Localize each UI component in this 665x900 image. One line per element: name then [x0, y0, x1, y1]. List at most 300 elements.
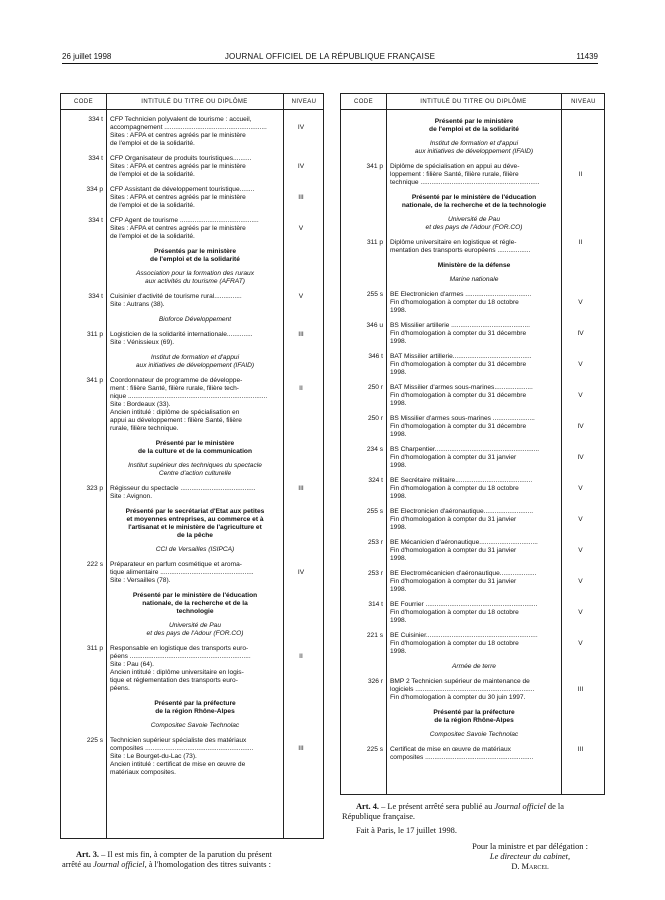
description-line: BE Electronicien d'aéronautique........................... [390, 508, 534, 515]
issue-date: 26 juillet 1998 [62, 52, 112, 61]
title-description [386, 678, 557, 702]
table-row [341, 163, 604, 187]
level-cell [557, 239, 604, 255]
table-row [341, 446, 604, 470]
title-description [106, 377, 279, 433]
section-heading-line: de l'emploi et de la solidarité [150, 256, 240, 263]
title-code: 311 p [366, 239, 383, 246]
header-rule [62, 63, 598, 64]
level-spacer [557, 163, 604, 171]
level-spacer [557, 353, 604, 361]
column-header-code: CODE [74, 99, 93, 105]
title-description [386, 746, 557, 762]
level-spacer [279, 737, 323, 745]
level-value: III [298, 194, 304, 201]
level-cell [557, 508, 604, 532]
description-line: Fin d'homologation à compter du 31 décembre [390, 392, 527, 399]
article-4-text: de la [545, 802, 564, 811]
article-3-text: , à l'homologation des titres suivants : [144, 860, 271, 869]
section-heading-line: Présenté par le ministère de l'éducation [411, 194, 537, 201]
title-code: 341 p [86, 377, 103, 384]
description-line: tique alimentaire ................................................... [110, 569, 254, 576]
organization-name [390, 276, 558, 284]
level-spacer [279, 377, 323, 385]
table-row [341, 353, 604, 377]
section-heading-line: Présenté par le ministère [434, 118, 514, 125]
title-description [386, 353, 557, 377]
title-code: 341 p [366, 163, 383, 170]
description-line: loppement : filière Santé, filière rurale, filière [390, 171, 519, 178]
signature-delegation: Pour la ministre et par délégation : [472, 842, 588, 851]
section-heading-line: technologie [176, 608, 214, 615]
title-code: 221 s [366, 632, 383, 639]
organization-name-line: aux activités du tourisme (AFRAT) [145, 278, 245, 285]
table-row [341, 322, 604, 346]
description-line: logiciels ................................................................. [390, 686, 535, 693]
level-value: III [298, 331, 304, 338]
level-value: IV [577, 454, 584, 461]
description-line: Fin d'homologation à compter du 18 octobre [390, 299, 519, 306]
description-line: Diplôme universitaire en logistique et régle- [390, 239, 517, 246]
title-code: 334 p [86, 186, 103, 193]
column-header-level: NIVEAU [571, 99, 596, 105]
signature-name: D. Marcel [511, 862, 549, 871]
level-value: V [298, 225, 304, 232]
description-line: Site : Bordeaux (33). [110, 401, 171, 408]
title-description [386, 570, 557, 594]
section-heading [110, 248, 280, 264]
organization-name-line: Centre d'action culturelle [158, 470, 232, 477]
description-line: 1998. [390, 431, 407, 438]
column-header-title: INTITULÉ DU TITRE OU DIPLÔME [141, 99, 248, 105]
level-cell [279, 645, 323, 693]
level-spacer [557, 570, 604, 578]
description-line: BE Secrétaire militaire.......................................... [390, 477, 533, 484]
description-line: accompagnement ........................................................ [110, 124, 267, 131]
level-cell [557, 353, 604, 377]
level-spacer [279, 155, 323, 163]
section-heading-line: Présenté par la préfecture [154, 700, 236, 707]
description-line: BE Cuisinier............................................................. [390, 632, 538, 639]
level-spacer [557, 508, 604, 516]
section-heading-line: de la pêche [177, 532, 213, 539]
section-heading [110, 440, 280, 456]
left-table [60, 93, 324, 839]
table-row [61, 186, 323, 210]
description-line: ment : filière Santé, filière rurale, filière tech- [110, 385, 239, 392]
table-row [61, 737, 323, 777]
organization-name [110, 354, 280, 370]
level-cell [279, 377, 323, 433]
description-line: mentation des transports européens .................. [390, 247, 531, 254]
title-description [386, 415, 557, 439]
level-spacer [557, 678, 604, 686]
title-description [386, 446, 557, 470]
description-line: Sites : AFPA et centres agréés par le ministère [110, 163, 246, 170]
organization-name [390, 140, 558, 156]
title-code: 250 r [367, 384, 383, 391]
table-row [61, 155, 323, 179]
section-heading-line: Présenté par la préfecture [433, 709, 515, 716]
level-spacer [557, 415, 604, 423]
description-line: CFP Agent de tourisme ........................................... [110, 217, 259, 224]
level-spacer [279, 561, 323, 569]
description-line: Fin d'homologation à compter du 18 octobre [390, 485, 519, 492]
title-description [386, 291, 557, 315]
level-cell [279, 331, 323, 347]
title-description [106, 645, 279, 693]
level-value: V [578, 392, 583, 399]
level-cell [279, 217, 323, 241]
description-line: BS Charpentier......................................................... [390, 446, 540, 453]
description-line: BS Missilier d'armes sous-marines ....................... [390, 415, 535, 422]
description-line: BAT Missilier artillerie........................................... [390, 353, 532, 360]
done-at-text: Fait à Paris, le 17 juillet 1998. [356, 826, 457, 835]
level-cell [279, 561, 323, 585]
right-table [340, 93, 605, 795]
section-heading [110, 592, 280, 616]
level-value: II [578, 239, 583, 246]
description-line: Fin d'homologation à compter du 31 janvier [390, 454, 517, 461]
level-cell [557, 291, 604, 315]
table-row [61, 645, 323, 693]
table-row [341, 539, 604, 563]
article-4-text: République française. [342, 812, 416, 821]
level-cell [557, 477, 604, 501]
description-line: matériaux composites. [110, 769, 176, 776]
level-value: V [578, 361, 583, 368]
table-row [341, 477, 604, 501]
description-line: BS Missilier artillerie ........................................... [390, 322, 530, 329]
description-line: Fin d'homologation à compter du 18 octobre [390, 609, 519, 616]
description-line: CFP Technicien polyvalent de tourisme : accueil, [110, 116, 252, 123]
organization-name [110, 622, 280, 638]
level-cell [557, 632, 604, 656]
section-heading-line: Présenté par le ministère de l'éducation [132, 592, 258, 599]
description-line: Ancien intitulé : diplôme de spécialisation en [110, 409, 240, 416]
title-description [386, 508, 557, 532]
description-line: 1998. [390, 617, 407, 624]
left-table-body [61, 116, 323, 784]
description-line: de l'emploi et de la solidarité. [110, 233, 195, 240]
description-line: Diplôme de spécialisation en appui au déve- [390, 163, 520, 170]
title-code: 250 r [367, 415, 383, 422]
title-description [386, 539, 557, 563]
level-value: III [577, 686, 584, 693]
journal-title: JOURNAL OFFICIEL DE LA RÉPUBLIQUE FRANÇAISE [224, 52, 436, 61]
description-line: 1998. [390, 493, 407, 500]
description-line: appui au développement : filière Santé, filière [110, 417, 242, 424]
section-heading-line: et moyennes entreprises, au commerce et à [126, 516, 264, 523]
level-value: V [578, 485, 583, 492]
title-description [386, 384, 557, 408]
title-description [386, 601, 557, 625]
level-spacer [279, 217, 323, 225]
level-cell [279, 116, 323, 148]
description-line: 1998. [390, 648, 407, 655]
organization-name [390, 216, 558, 232]
title-description [386, 477, 557, 501]
section-heading-line: nationale, de la recherche et de la [142, 600, 248, 607]
level-value: III [577, 746, 584, 753]
level-spacer [557, 539, 604, 547]
level-cell [279, 737, 323, 777]
section-heading-line: Présentés par le ministère [153, 248, 237, 255]
page-number: 11439 [576, 52, 598, 61]
title-description [106, 737, 279, 777]
description-line: Préparateur en parfum cosmétique et aroma- [110, 561, 242, 568]
title-description [106, 116, 279, 148]
organization-name-line: Institut supérieur des techniques du spectacle [128, 462, 262, 469]
level-value: V [578, 609, 583, 616]
description-line: 1998. [390, 307, 407, 314]
section-heading [390, 194, 558, 210]
level-cell [557, 678, 604, 702]
organization-name-line: Compositec Savoie Technolac [429, 731, 519, 738]
description-line: Ancien intitulé : diplôme universitaire en logis- [110, 669, 244, 676]
description-line: composites ........................................................... [110, 745, 254, 752]
description-line: Site : Pau (64). [110, 661, 154, 668]
section-heading-line: nationale, de la recherche et de la technologie [401, 202, 547, 209]
description-line: Ancien intitulé : certificat de mise en œuvre de [110, 761, 246, 768]
column-header-level: NIVEAU [291, 99, 317, 105]
level-spacer [557, 446, 604, 454]
title-description [106, 217, 279, 241]
level-value: V [578, 640, 583, 647]
organization-name-line: Université de Pau [168, 622, 222, 629]
level-spacer [557, 477, 604, 485]
section-heading-line: de la région Rhône-Alpes [155, 708, 235, 715]
description-line: Site : Avignon. [110, 493, 153, 500]
description-line: Site : Versailles (78). [110, 577, 171, 584]
article-4 [342, 802, 604, 822]
title-code: 334 t [88, 155, 103, 162]
level-value: V [578, 578, 583, 585]
organization-name-line: et des pays de l'Adour (FOR.CO) [146, 630, 244, 637]
level-value: III [298, 745, 304, 752]
description-line: Certificat de mise en œuvre de matériaux [390, 746, 511, 753]
organization-name-line: Bioforce Développement [158, 316, 232, 323]
column-header-code: CODE [354, 99, 373, 105]
article-4-text: – Le présent arrêté sera publié au [379, 802, 495, 811]
organization-name [110, 546, 280, 554]
title-description [386, 632, 557, 656]
title-code: 253 r [367, 539, 383, 546]
description-line: technique ................................................................. [390, 179, 540, 186]
description-line: Technicien supérieur spécialiste des matériaux [110, 737, 247, 744]
description-line: tique et réglementation des transports euro- [110, 677, 238, 684]
description-line: Coordonnateur de programme de développe- [110, 377, 243, 384]
organization-name-line: Association pour la formation des ruraux [135, 270, 254, 277]
title-code: 346 t [368, 353, 383, 360]
description-line: Sites : AFPA et centres agréés par le ministère [110, 194, 246, 201]
organization-name-line: Compositec Savoie Technolac [150, 722, 240, 729]
level-cell [279, 293, 323, 309]
section-heading [390, 262, 558, 270]
title-code: 234 s [366, 446, 383, 453]
signature-block [430, 842, 630, 872]
organization-name-line: aux initiatives de développement (IFAID) [414, 148, 534, 155]
description-line: 1998. [390, 369, 407, 376]
level-value: II [578, 171, 583, 178]
description-line: Fin d'homologation à compter du 31 janvier [390, 547, 517, 554]
section-heading-line: de la culture et de la communication [138, 448, 252, 455]
level-value: II [299, 653, 303, 660]
level-value: V [578, 547, 583, 554]
description-line: péens. [110, 685, 130, 692]
organization-name [110, 270, 280, 286]
organization-name-line: Marine nationale [449, 276, 499, 283]
table-row [61, 331, 323, 347]
title-description [106, 331, 279, 347]
column-header-title: INTITULÉ DU TITRE OU DIPLÔME [420, 99, 527, 105]
section-heading-line: Ministère de la défense [437, 262, 511, 269]
description-line: de l'emploi et de la solidarité. [110, 171, 195, 178]
level-value: IV [297, 569, 305, 576]
table-row [341, 239, 604, 255]
level-cell [557, 446, 604, 470]
section-heading-line: de la région Rhône-Alpes [434, 717, 514, 724]
article-3-text: arrêté au [62, 860, 94, 869]
organization-name [390, 663, 558, 671]
table-row [341, 632, 604, 656]
level-value: IV [297, 124, 305, 131]
table-row [61, 293, 323, 309]
description-line: péens .................................................................. [110, 653, 251, 660]
table-row [61, 561, 323, 585]
level-spacer [557, 322, 604, 330]
level-cell [279, 485, 323, 501]
table-row [341, 746, 604, 762]
description-line: CFP Assistant de développement touristique........ [110, 186, 255, 193]
level-cell [557, 322, 604, 346]
table-row [341, 291, 604, 315]
title-description [106, 186, 279, 210]
article-3-text: – Il est mis fin, à compter de la parution du présent [99, 850, 272, 859]
description-line: Régisseur du spectacle ......................................... [110, 485, 256, 492]
table-row [61, 377, 323, 433]
level-cell [557, 746, 604, 762]
level-value: II [299, 385, 303, 392]
title-code: 255 s [366, 508, 383, 515]
description-line: BE Mécanicien d'aéronautique................................ [390, 539, 538, 546]
description-line: Site : Autrans (38). [110, 301, 165, 308]
description-line: Fin d'homologation à compter du 30 juin 1997. [390, 694, 526, 701]
title-code: 323 p [86, 485, 103, 492]
description-line: Cuisinier d'activité de tourisme rural............... [110, 293, 242, 300]
description-line: de l'emploi et de la solidarité. [110, 140, 195, 147]
description-line: 1998. [390, 586, 407, 593]
description-line: BMP 2 Technicien supérieur de maintenance de [390, 678, 530, 685]
right-table-body [341, 116, 604, 769]
title-code: 326 r [367, 678, 383, 685]
level-spacer [279, 186, 323, 194]
description-line: BAT Missilier d'armes sous-marines..................... [390, 384, 533, 391]
description-line: CFP Organisateur de produits touristiques.......... [110, 155, 252, 162]
description-line: BE Electromécanicien d'aéronautique.................... [390, 570, 537, 577]
description-line: 1998. [390, 462, 407, 469]
level-cell [279, 155, 323, 179]
table-row [341, 601, 604, 625]
journal-reference: Journal officiel [93, 860, 145, 869]
table-row [61, 116, 323, 148]
article-4-label: Art. 4. [356, 802, 380, 811]
description-line: Logisticien de la solidarité internationale.............. [110, 331, 253, 338]
journal-reference: Journal officiel [494, 802, 546, 811]
level-value: IV [577, 330, 584, 337]
organization-name-line: Institut de formation et d'appui [429, 140, 519, 147]
title-code: 225 s [86, 737, 103, 744]
section-heading [390, 709, 558, 725]
title-code: 346 u [366, 322, 383, 329]
level-cell [557, 601, 604, 625]
title-code: 314 t [368, 601, 383, 608]
level-value: V [578, 516, 583, 523]
title-description [386, 322, 557, 346]
description-line: 1998. [390, 400, 407, 407]
title-code: 334 t [88, 217, 103, 224]
organization-name-line: Institut de formation et d'appui [150, 354, 240, 361]
section-heading-line: Présenté par le ministère [155, 440, 235, 447]
title-code: 334 t [88, 293, 103, 300]
description-line: Site : Le Bourget-du-Lac (73). [110, 753, 197, 760]
title-code: 253 r [367, 570, 383, 577]
description-line: Sites : AFPA et centres agréés par le ministère [110, 225, 246, 232]
title-description [386, 239, 557, 255]
table-row [341, 570, 604, 594]
level-spacer [557, 291, 604, 299]
title-code: 324 t [368, 477, 383, 484]
description-line: Fin d'homologation à compter du 31 janvier [390, 516, 517, 523]
description-line: rurale, filière technique. [110, 425, 179, 432]
signature-title: Le directeur du cabinet, [489, 852, 571, 861]
article-3-label: Art. 3. [76, 850, 100, 859]
level-spacer [279, 116, 323, 124]
title-description [106, 293, 279, 309]
level-value: IV [297, 163, 305, 170]
description-line: Sites : AFPA et centres agréés par le ministère [110, 132, 246, 139]
level-spacer [557, 384, 604, 392]
level-value: III [298, 485, 304, 492]
title-description [386, 163, 557, 187]
description-line: Fin d'homologation à compter du 18 octobre [390, 640, 519, 647]
title-code: 255 s [366, 291, 383, 298]
description-line: Responsable en logistique des transports euro- [110, 645, 249, 652]
title-code: 225 s [366, 746, 383, 753]
organization-name [390, 731, 558, 739]
organization-name-line: et des pays de l'Adour (FOR.CO) [425, 224, 523, 231]
done-at [356, 826, 596, 836]
table-row [341, 678, 604, 702]
organization-name-line: aux initiatives de développement (IFAID) [135, 362, 255, 369]
section-heading [110, 508, 280, 540]
level-spacer [557, 601, 604, 609]
article-3 [62, 850, 324, 870]
table-row [341, 415, 604, 439]
title-code: 311 p [86, 331, 103, 338]
description-line: de l'emploi et de la solidarité. [110, 202, 195, 209]
level-spacer [279, 645, 323, 653]
level-cell [279, 186, 323, 210]
section-heading [110, 700, 280, 716]
description-line: 1998. [390, 524, 407, 531]
table-row [61, 485, 323, 501]
title-description [106, 155, 279, 179]
level-cell [557, 415, 604, 439]
organization-name-line: Université de Pau [447, 216, 501, 223]
section-heading-line: de l'emploi et de la solidarité [429, 126, 519, 133]
level-cell [557, 163, 604, 187]
